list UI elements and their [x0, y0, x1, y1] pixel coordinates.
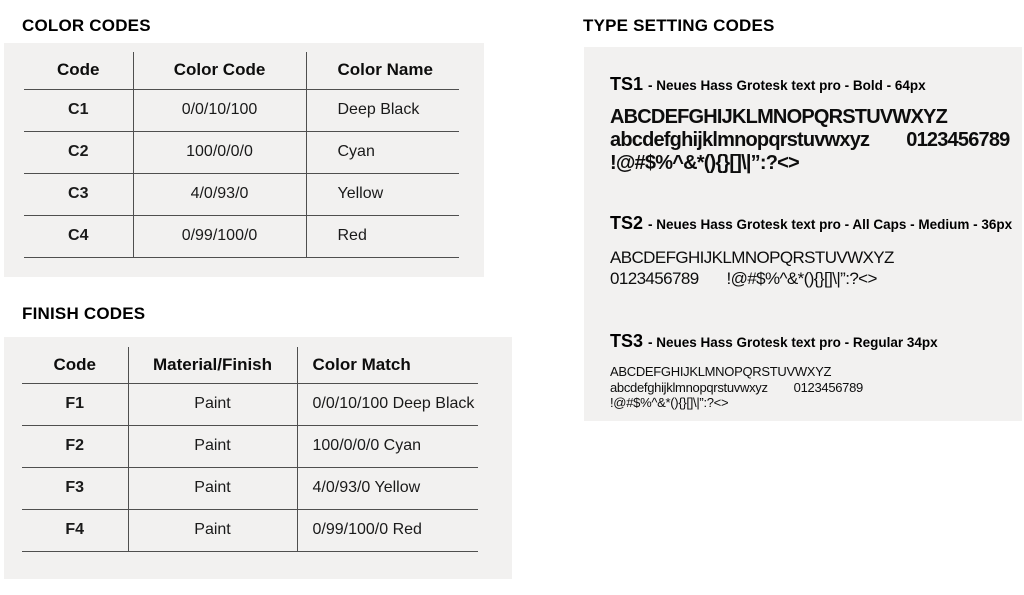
cell-code: F4	[22, 509, 128, 551]
specimen-digits-symbols-line	[610, 268, 1012, 289]
table-header-row	[22, 347, 478, 383]
table-row	[24, 131, 459, 173]
cell-color-code: 4/0/93/0	[133, 173, 306, 215]
specimen-digits: 0123456789	[610, 269, 699, 288]
cell-color-match: 0/0/10/100 Deep Black	[297, 383, 478, 425]
specimen-spec: - Neues Hass Grotesk text pro - All Caps - Medium - 36px	[648, 217, 1013, 232]
specimen-code: TS3	[610, 331, 644, 351]
cell-material: Paint	[128, 425, 297, 467]
table-row	[24, 173, 459, 215]
table-header-row	[24, 52, 459, 89]
table-row	[22, 383, 478, 425]
specimen-digits: 0123456789	[906, 129, 1010, 151]
type-specimen-ts2	[610, 213, 1012, 289]
cell-material: Paint	[128, 383, 297, 425]
specimen-code: TS1	[610, 74, 644, 94]
cell-color-code: 0/99/100/0	[133, 215, 306, 257]
specimen-lowercase: abcdefghijklmnopqrstuvwxyz	[610, 129, 870, 151]
specimen-uppercase-line	[610, 106, 1012, 129]
specimen-symbols-line	[610, 395, 1012, 411]
column-header-code: Code	[24, 52, 133, 89]
cell-code: C2	[24, 131, 133, 173]
cell-color-code: 100/0/0/0	[133, 131, 306, 173]
finish-codes-table	[22, 347, 478, 552]
specimen-spec: - Neues Hass Grotesk text pro - Regular 34px	[648, 335, 938, 350]
specimen-lowercase-digits-line	[610, 129, 1012, 152]
cell-color-match: 4/0/93/0 Yellow	[297, 467, 478, 509]
finish-codes-panel	[4, 337, 512, 579]
type-setting-codes-panel	[584, 47, 1022, 421]
column-header-color-name: Color Name	[306, 52, 459, 89]
cell-color-name: Cyan	[306, 131, 459, 173]
column-header-color-match: Color Match	[297, 347, 478, 383]
color-codes-title: COLOR CODES	[22, 16, 151, 35]
table-row	[22, 467, 478, 509]
specimen-symbols: !@#$%^&*(){}[]\|”:?<>	[610, 395, 729, 410]
specimen-uppercase-line	[610, 247, 1012, 268]
specimen-label	[610, 74, 1012, 95]
cell-code: C4	[24, 215, 133, 257]
specimen-lowercase-digits-line	[610, 380, 1012, 396]
cell-material: Paint	[128, 509, 297, 551]
cell-color-match: 100/0/0/0 Cyan	[297, 425, 478, 467]
cell-color-name: Red	[306, 215, 459, 257]
type-specimen-ts1	[610, 74, 1012, 175]
cell-code: F3	[22, 467, 128, 509]
specimen-uppercase: ABCDEFGHIJKLMNOPQRSTUVWXYZ	[610, 364, 832, 379]
type-setting-codes-title: TYPE SETTING CODES	[583, 16, 775, 35]
column-header-color-code: Color Code	[133, 52, 306, 89]
cell-color-name: Deep Black	[306, 89, 459, 131]
column-header-code: Code	[22, 347, 128, 383]
cell-color-code: 0/0/10/100	[133, 89, 306, 131]
specimen-label	[610, 331, 1012, 352]
specimen-symbols: !@#$%^&*(){}[]\|”:?<>	[726, 269, 877, 288]
specimen-lowercase: abcdefghijklmnopqrstuvwxyz	[610, 379, 768, 395]
cell-code: C3	[24, 173, 133, 215]
specimen-digits: 0123456789	[793, 379, 863, 395]
specimen-symbols: !@#$%^&*(){}[]\|”:?<>	[610, 152, 799, 174]
color-codes-panel	[4, 43, 484, 277]
cell-code: F1	[22, 383, 128, 425]
specimen-code: TS2	[610, 213, 644, 233]
column-header-material-finish: Material/Finish	[128, 347, 297, 383]
cell-code: C1	[24, 89, 133, 131]
specimen-symbols-line	[610, 152, 1012, 175]
table-row	[22, 509, 478, 551]
color-codes-table	[24, 52, 459, 258]
cell-code: F2	[22, 425, 128, 467]
type-specimen-ts3	[610, 331, 1012, 411]
specimen-uppercase: ABCDEFGHIJKLMNOPQRSTUVWXYZ	[610, 248, 894, 267]
specimen-uppercase-line	[610, 364, 1012, 380]
cell-color-match: 0/99/100/0 Red	[297, 509, 478, 551]
specimen-uppercase: ABCDEFGHIJKLMNOPQRSTUVWXYZ	[610, 106, 947, 128]
cell-material: Paint	[128, 467, 297, 509]
table-row	[22, 425, 478, 467]
cell-color-name: Yellow	[306, 173, 459, 215]
specimen-label	[610, 213, 1012, 234]
finish-codes-title: FINISH CODES	[22, 304, 146, 323]
table-row	[24, 89, 459, 131]
specimen-spec: - Neues Hass Grotesk text pro - Bold - 64px	[648, 78, 926, 93]
table-row	[24, 215, 459, 257]
